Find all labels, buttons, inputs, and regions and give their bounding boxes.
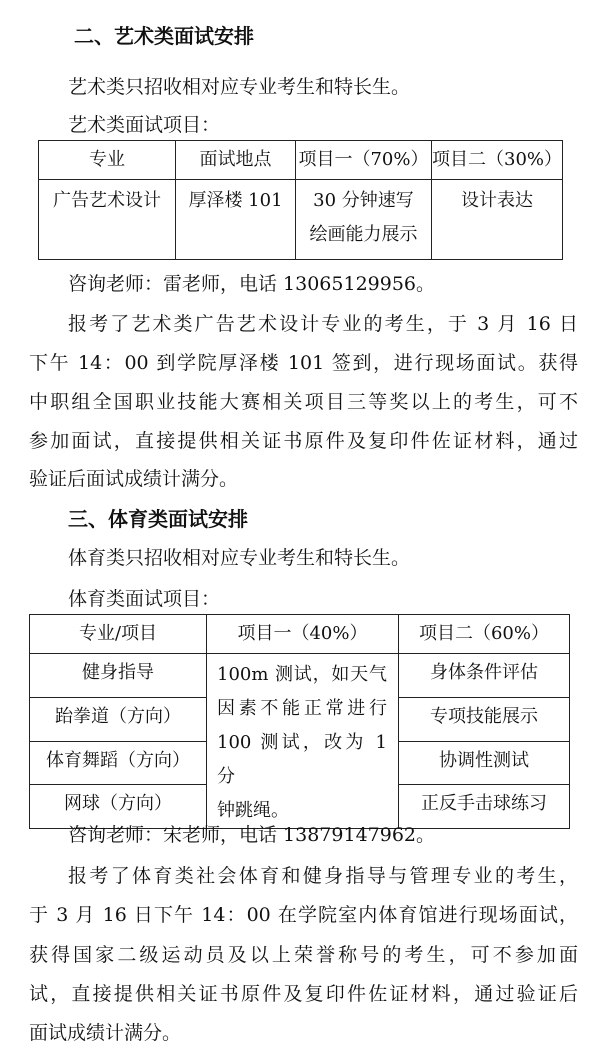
sports-cell-major: 网球（方向） (30, 785, 207, 829)
art-note-line: 下午 14：00 到学院厚泽楼 101 签到，进行现场面试。获得 (29, 352, 578, 374)
art-header-location: 面试地点 (176, 141, 296, 180)
art-intro: 艺术类只招收相对应专业考生和特长生。 (68, 76, 411, 98)
sports-item1-line: 因素不能正常进行 (217, 698, 387, 719)
sports-cell-item2: 正反手击球练习 (399, 785, 570, 829)
art-contact: 咨询老师：雷老师，电话 13065129956。 (68, 273, 436, 295)
art-items-title: 艺术类面试项目： (68, 114, 221, 136)
sports-contact: 咨询老师：宋老师，电话 13879147962。 (68, 824, 436, 846)
sports-header-item2: 项目二（60%） (399, 615, 570, 654)
sports-note-line: 报考了体育类社会体育和健身指导与管理专业的考生， (68, 865, 578, 887)
sports-cell-item1 (207, 654, 399, 829)
art-interview-table (38, 140, 563, 260)
sports-cell-major: 跆拳道（方向） (30, 697, 207, 741)
sports-note-line: 于 3 月 16 日下午 14：00 在学院室内体育馆进行现场面试， (29, 904, 578, 926)
sports-note-line: 获得国家二级运动员及以上荣誉称号的考生，可不参加面 (29, 944, 578, 966)
sports-items-title: 体育类面试项目： (68, 588, 221, 610)
art-table-header-row (39, 141, 563, 180)
art-cell-location: 厚泽楼 101 (176, 180, 296, 260)
sports-header-major: 专业/项目 (30, 615, 207, 654)
art-item1-line: 30 分钟速写 (313, 190, 414, 211)
art-item1-line: 绘画能力展示 (309, 224, 418, 245)
art-header-major: 专业 (39, 141, 176, 180)
sports-header-item1: 项目一（40%） (207, 615, 399, 654)
art-note-line: 验证后面试成绩计满分。 (29, 468, 239, 490)
sports-cell-item2: 协调性测试 (399, 741, 570, 785)
art-note-line: 中职组全国职业技能大赛相关项目三等奖以上的考生，可不 (29, 391, 578, 413)
sports-item1-line: 100m 测试，如天气 (217, 664, 387, 685)
sports-cell-major: 健身指导 (30, 654, 207, 698)
art-header-item1: 项目一（70%） (296, 141, 432, 180)
sports-table-header-row (30, 615, 570, 654)
sports-cell-item2: 专项技能展示 (399, 697, 570, 741)
sports-item1-line: 100 测试，改为 1 分 (217, 732, 387, 787)
sports-note-line: 试，直接提供相关证书原件及复印件佐证材料，通过验证后 (29, 983, 578, 1005)
art-section-heading: 二、艺术类面试安排 (74, 24, 254, 48)
art-table-row (39, 180, 563, 260)
art-cell-item1 (296, 180, 432, 260)
sports-section-heading: 三、体育类面试安排 (68, 507, 248, 531)
art-header-item2: 项目二（30%） (432, 141, 563, 180)
art-cell-major: 广告艺术设计 (39, 180, 176, 260)
sports-table-row (30, 654, 570, 698)
sports-cell-item2: 身体条件评估 (399, 654, 570, 698)
art-note-line: 报考了艺术类广告艺术设计专业的考生，于 3 月 16 日 (68, 313, 578, 335)
art-cell-item2: 设计表达 (432, 180, 563, 260)
sports-note-line: 面试成绩计满分。 (29, 1022, 182, 1044)
sports-intro: 体育类只招收相对应专业考生和特长生。 (68, 547, 411, 569)
sports-interview-table (29, 614, 570, 829)
sports-cell-major: 体育舞蹈（方向） (30, 741, 207, 785)
art-note-line: 参加面试，直接提供相关证书原件及复印件佐证材料，通过 (29, 430, 578, 452)
sports-item1-line: 钟跳绳。 (217, 800, 289, 821)
